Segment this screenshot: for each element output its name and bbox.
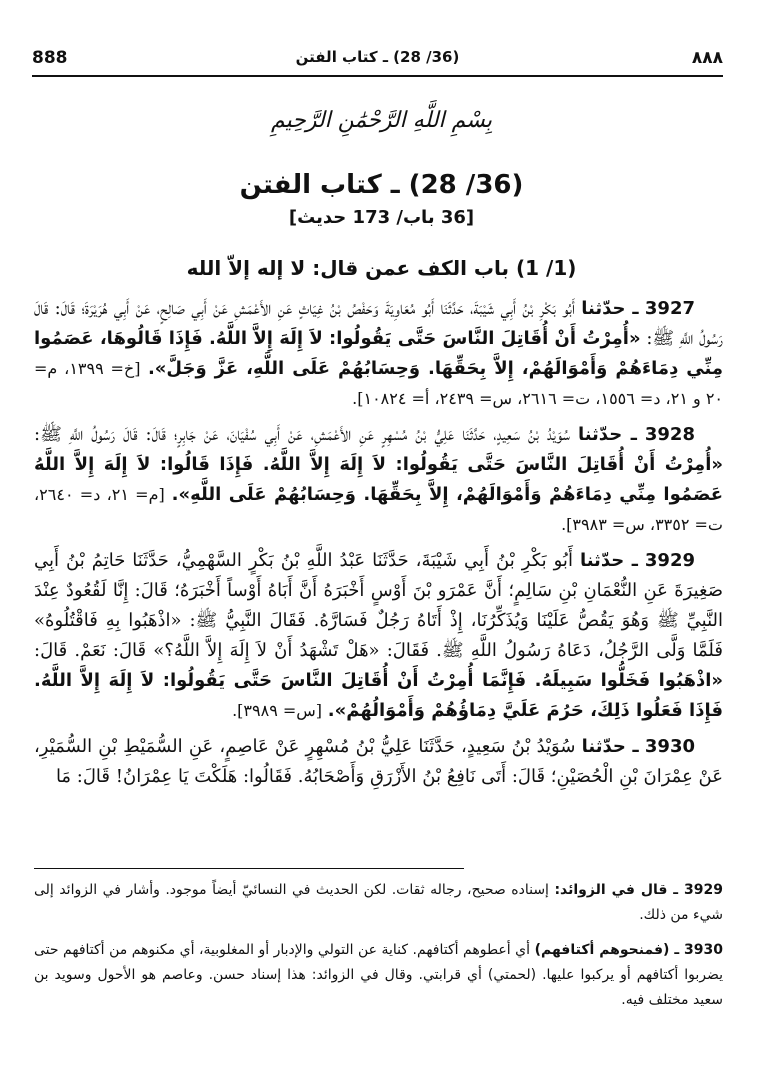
hadith-3930: [34, 732, 723, 792]
footnote-text: إسناده صحيح، رجاله ثقات. لكن الحديث في النسائيّ أيضاً موجود. وأشار في الزوائد إلى شيء من ذلك.: [34, 882, 723, 923]
narration-label: ـ حدّثنا: [581, 736, 639, 757]
chapter-heading: (1/ 1) باب الكف عمن قال: لا إله إلاّ الله: [186, 256, 577, 280]
isnad-chain: أَبُو بَكْرِ بْنُ أَبِي شَيْبَةَ، حَدَّثَنَا عَبْدُ اللَّهِ بْنُ بَكْرٍ السَّهْمِيُّ، حَدَّثَنَا حَاتِمُ بْنُ أَبِي صَغِيرَةَ عَنِ النُّعْمَانِ بْنِ سَالِمٍ؛ أَنَّ عَمْرَو بْنَ أَوْسٍ أَخْبَرَهُ أَنَّ أَبَاهُ أَوْساً أَخْبَرَهُ؛ قَالَ: إِنَّا لَقُعُودٌ عِنْدَ النَّبِيِّ ﷺ وَهُوَ يَقُصُّ عَلَيْنَا وَيُذَكِّرُنَا، إِذْ أَتَاهُ رَجُلٌ فَسَارَّهُ. فَقَالَ النَّبِيُّ ﷺ: «اذْهَبُوا بِهِ فَاقْتُلُوهُ» فَلَمَّا وَلَّى الرَّجُلُ، دَعَاهُ رَسُولُ اللَّهِ ﷺ. فَقَالَ: «هَلْ تَشْهَدُ أَنْ لاَ إِلَهَ إِلاَّ اللَّهُ؟» قَالَ: نَعَمْ. قَالَ:: [34, 550, 723, 661]
running-title: (36/ 28) ـ كتاب الفتن: [295, 48, 460, 66]
hadith-text: «اذْهَبُوا فَخَلُّوا سَبِيلَهُ. فَإِنَّمَا أُمِرْتُ أَنْ أُقَاتِلَ النَّاسَ حَتَّى يَقُولُوا: لاَ إِلَهَ إِلاَّ اللَّهُ. فَإِذَا فَعَلُوا ذَلِكَ، حَرُمَ عَلَيَّ دِمَاؤُهُمْ وَأَمْوَالُهُمْ».: [34, 670, 723, 721]
isnad-chain: سُوَيْدُ بْنُ سَعِيدٍ، حَدَّثَنَا عَلِيُّ بْنُ مُسْهِرٍ عَنْ عَاصِمٍ، عَنِ السُّمَيْطِ بْنِ السُّمَيْرِ، عَنْ عِمْرَانَ بْنِ الْحُصَيْنِ؛ قَالَ: أَتَى نَافِعُ بْنُ الأَزْرَقِ وَأَصْحَابُهُ. فَقَالُوا: هَلَكْتَ يَا عِمْرَانُ! قَالَ: مَا: [34, 736, 723, 787]
footnote-text: أي أعطوهم أكتافهم. كناية عن التولي والإدبار أو المغلوبية، أي مكنوهم من أكتافهم حتى يضربوا أكتافهم أو يركبوا عليها. (لحمتي) أي قرابتي. وقال في الزوائد: هذا إسناد حسن. وعاصم هو الأحول وسويد بن سعيد مختلف فيه.: [34, 942, 723, 1008]
isnad-chain: سُوَيْدُ بْنُ سَعِيدٍ، حَدَّثَنَا عَلِيُّ بْنُ مُسْهِرٍ عَنِ الأَعْمَشِ، عَنْ أَبِي سُفْيَانَ، عَنْ جَابِرٍ؛ قَالَ: قَالَ رَسُولُ اللَّهِ ﷺ:: [34, 424, 570, 445]
hadith-references: [م= ٢١، د= ٢٦٤٠، ت= ٣٣٥٢، س= ٣٩٨٣].: [34, 485, 723, 534]
footnote-rule: [34, 868, 464, 869]
narration-label: ـ حدّثنا: [579, 550, 638, 571]
hadith-number: 3930: [644, 736, 695, 757]
hadith-3929: [34, 546, 723, 726]
narration-label: ـ حدّثنا: [577, 424, 637, 445]
footnotes: [34, 878, 723, 1013]
narration-label: ـ حدّثنا: [581, 298, 639, 319]
hadith-text: «أُمِرْتُ أَنْ أُقَاتِلَ النَّاسَ حَتَّى يَقُولُوا: لاَ إِلَهَ إِلاَّ اللَّهُ. فَإِذَا قَالُوهَا، عَصَمُوا مِنِّي دِمَاءَهُمْ وَأَمْوَالَهُمْ، إِلاَّ بِحَقِّهَا. وَحِسَابُهُمْ عَلَى اللَّهِ، عَزَّ وَجَلَّ».: [34, 328, 724, 379]
hadith-number: 3928: [644, 424, 695, 445]
page-number-right: ٨٨٨: [691, 48, 723, 68]
footnote-label: 3929 ـ قال في الزوائد:: [554, 882, 723, 898]
hadith-number: 3929: [644, 550, 695, 571]
running-header: [32, 44, 723, 74]
hadith-references: [س= ٣٩٨٩].: [232, 701, 323, 720]
hadith-references: [خ= ١٣٩٩، م= ٢٠ و ٢١، د= ١٥٥٦، ت= ٢٦١٦، س= ٢٤٣٩، أ= ١٠٨٢٤].: [34, 359, 723, 408]
hadith-3928: [34, 420, 723, 540]
hadith-number: 3927: [644, 298, 696, 319]
book-subtitle: [36 باب/ 173 حديث]: [288, 207, 475, 228]
hadith-body: [34, 294, 723, 792]
footnote-3930: [34, 938, 723, 1013]
hadith-text: «أُمِرْتُ أَنْ أُقَاتِلَ النَّاسَ حَتَّى يَقُولُوا: لاَ إِلَهَ إِلاَّ اللَّهُ. فَإِذَا قَالُوا: لاَ إِلَهَ إِلاَّ اللَّهُ عَصَمُوا مِنِّي دِمَاءَهُمْ وَأَمْوَالَهُمْ، إِلاَّ بِحَقِّهَا. وَحِسَابُهُمْ عَلَى اللَّهِ».: [34, 454, 723, 505]
header-rule: [32, 75, 723, 77]
footnote-3929: [34, 878, 723, 928]
hadith-3927: [34, 294, 723, 414]
isnad-chain: أَبُو بَكْرِ بْنُ أَبِي شَيْبَةَ، حَدَّثَنَا أَبُو مُعَاوِيَةَ وَحَفْصُ بْنُ غِيَاثٍ عَنِ الأَعْمَشِ عَنْ أَبِي صَالِحٍ، عَنْ أَبِي هُرَيْرَةَ؛ قَالَ: قَالَ رَسُولُ اللَّهِ ﷺ:: [34, 298, 723, 349]
basmala: بِسْمِ اللَّهِ الرَّحْمَٰنِ الرَّحِيمِ: [270, 108, 493, 133]
book-title: (36/ 28) ـ كتاب الفتن: [239, 170, 524, 200]
footnote-label: 3930 ـ (فمنحوهم أكتافهم): [534, 942, 724, 958]
page-number-left: 888: [32, 48, 68, 68]
